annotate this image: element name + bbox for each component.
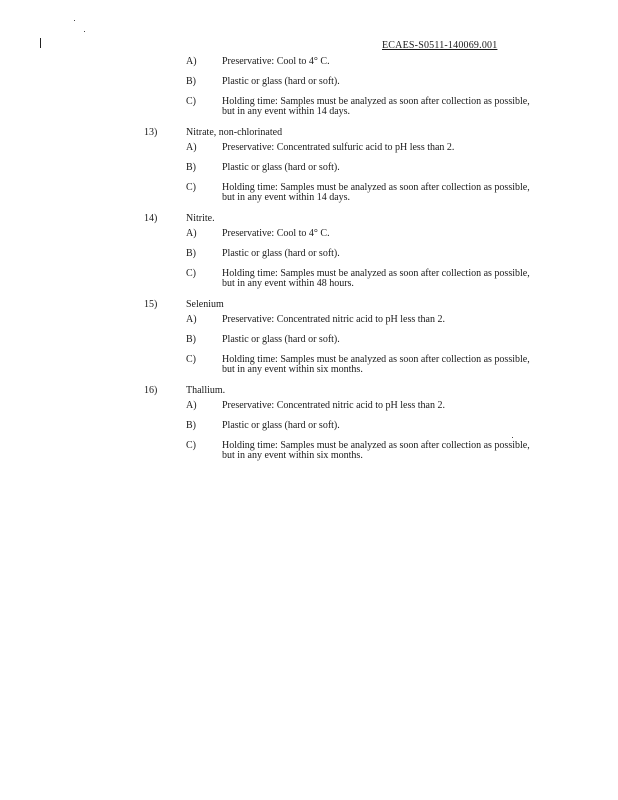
item-text: Preservative: Concentrated nitric acid to pH less than 2. [222,400,445,411]
item-text: Preservative: Concentrated sulfuric acid to pH less than 2. [222,142,455,153]
section-number: 16) [144,385,158,396]
item-letter: B) [186,420,196,431]
list-item [0,183,618,203]
item-text: Holding time: Samples must be analyzed as soon after collection as possible, but in any event within 14 days. [222,182,530,203]
section-number: 15) [144,299,158,310]
item-text: Holding time: Samples must be analyzed as soon after collection as possible, but in any event within 48 hours. [222,268,530,289]
section-heading [0,127,618,143]
item-text: Holding time: Samples must be analyzed as soon after collection as possible, but in any event within six months. [222,354,530,375]
section-heading [0,385,618,401]
item-letter: B) [186,76,196,87]
item-letter: C) [186,96,196,107]
item-text: Plastic or glass (hard or soft). [222,76,340,87]
item-letter: C) [186,182,196,193]
item-text: Plastic or glass (hard or soft). [222,334,340,345]
item-letter: A) [186,228,197,239]
section-heading [0,299,618,315]
item-letter: C) [186,354,196,365]
list-item [0,421,618,431]
item-text: Plastic or glass (hard or soft). [222,420,340,431]
item-letter: B) [186,334,196,345]
item-text: Holding time: Samples must be analyzed as soon after collection as possible, but in any event within 14 days. [222,96,530,117]
list-item [0,355,618,375]
section-heading [0,213,618,229]
numbered-section [0,127,618,203]
list-item [0,401,618,411]
item-text: Preservative: Cool to 4° C. [222,228,330,239]
item-text: Plastic or glass (hard or soft). [222,162,340,173]
item-text: Holding time: Samples must be analyzed as soon after collection as possible, but in any event within six months. [222,440,530,461]
item-letter: A) [186,400,197,411]
margin-mark [40,38,41,48]
scan-speck [84,31,85,32]
list-item [0,335,618,345]
item-text: Plastic or glass (hard or soft). [222,248,340,259]
numbered-section [0,385,618,461]
section-title: Selenium [186,299,224,310]
section-number: 13) [144,127,158,138]
section-title: Nitrate, non-chlorinated [186,127,283,138]
list-item [0,143,618,153]
item-text: Preservative: Cool to 4° C. [222,56,330,67]
list-item [0,77,618,87]
document-id: ECAES-S0511-140069.001 [382,40,498,51]
item-letter: B) [186,162,196,173]
list-item [0,441,618,461]
scan-speck [74,20,75,21]
list-item [0,269,618,289]
item-letter: C) [186,440,196,451]
section-title: Nitrite. [186,213,215,224]
list-item [0,249,618,259]
numbered-section [0,213,618,289]
section-number: 14) [144,213,158,224]
item-letter: A) [186,314,197,325]
item-letter: A) [186,56,197,67]
item-text: Preservative: Concentrated nitric acid to pH less than 2. [222,314,445,325]
item-letter: A) [186,142,197,153]
document-body [0,57,618,471]
item-letter: C) [186,268,196,279]
section-title: Thallium. [186,385,226,396]
list-item [0,163,618,173]
list-item [0,229,618,239]
lead-items [0,57,618,117]
item-letter: B) [186,248,196,259]
list-item [0,315,618,325]
numbered-section [0,299,618,375]
list-item [0,57,618,67]
list-item [0,97,618,117]
